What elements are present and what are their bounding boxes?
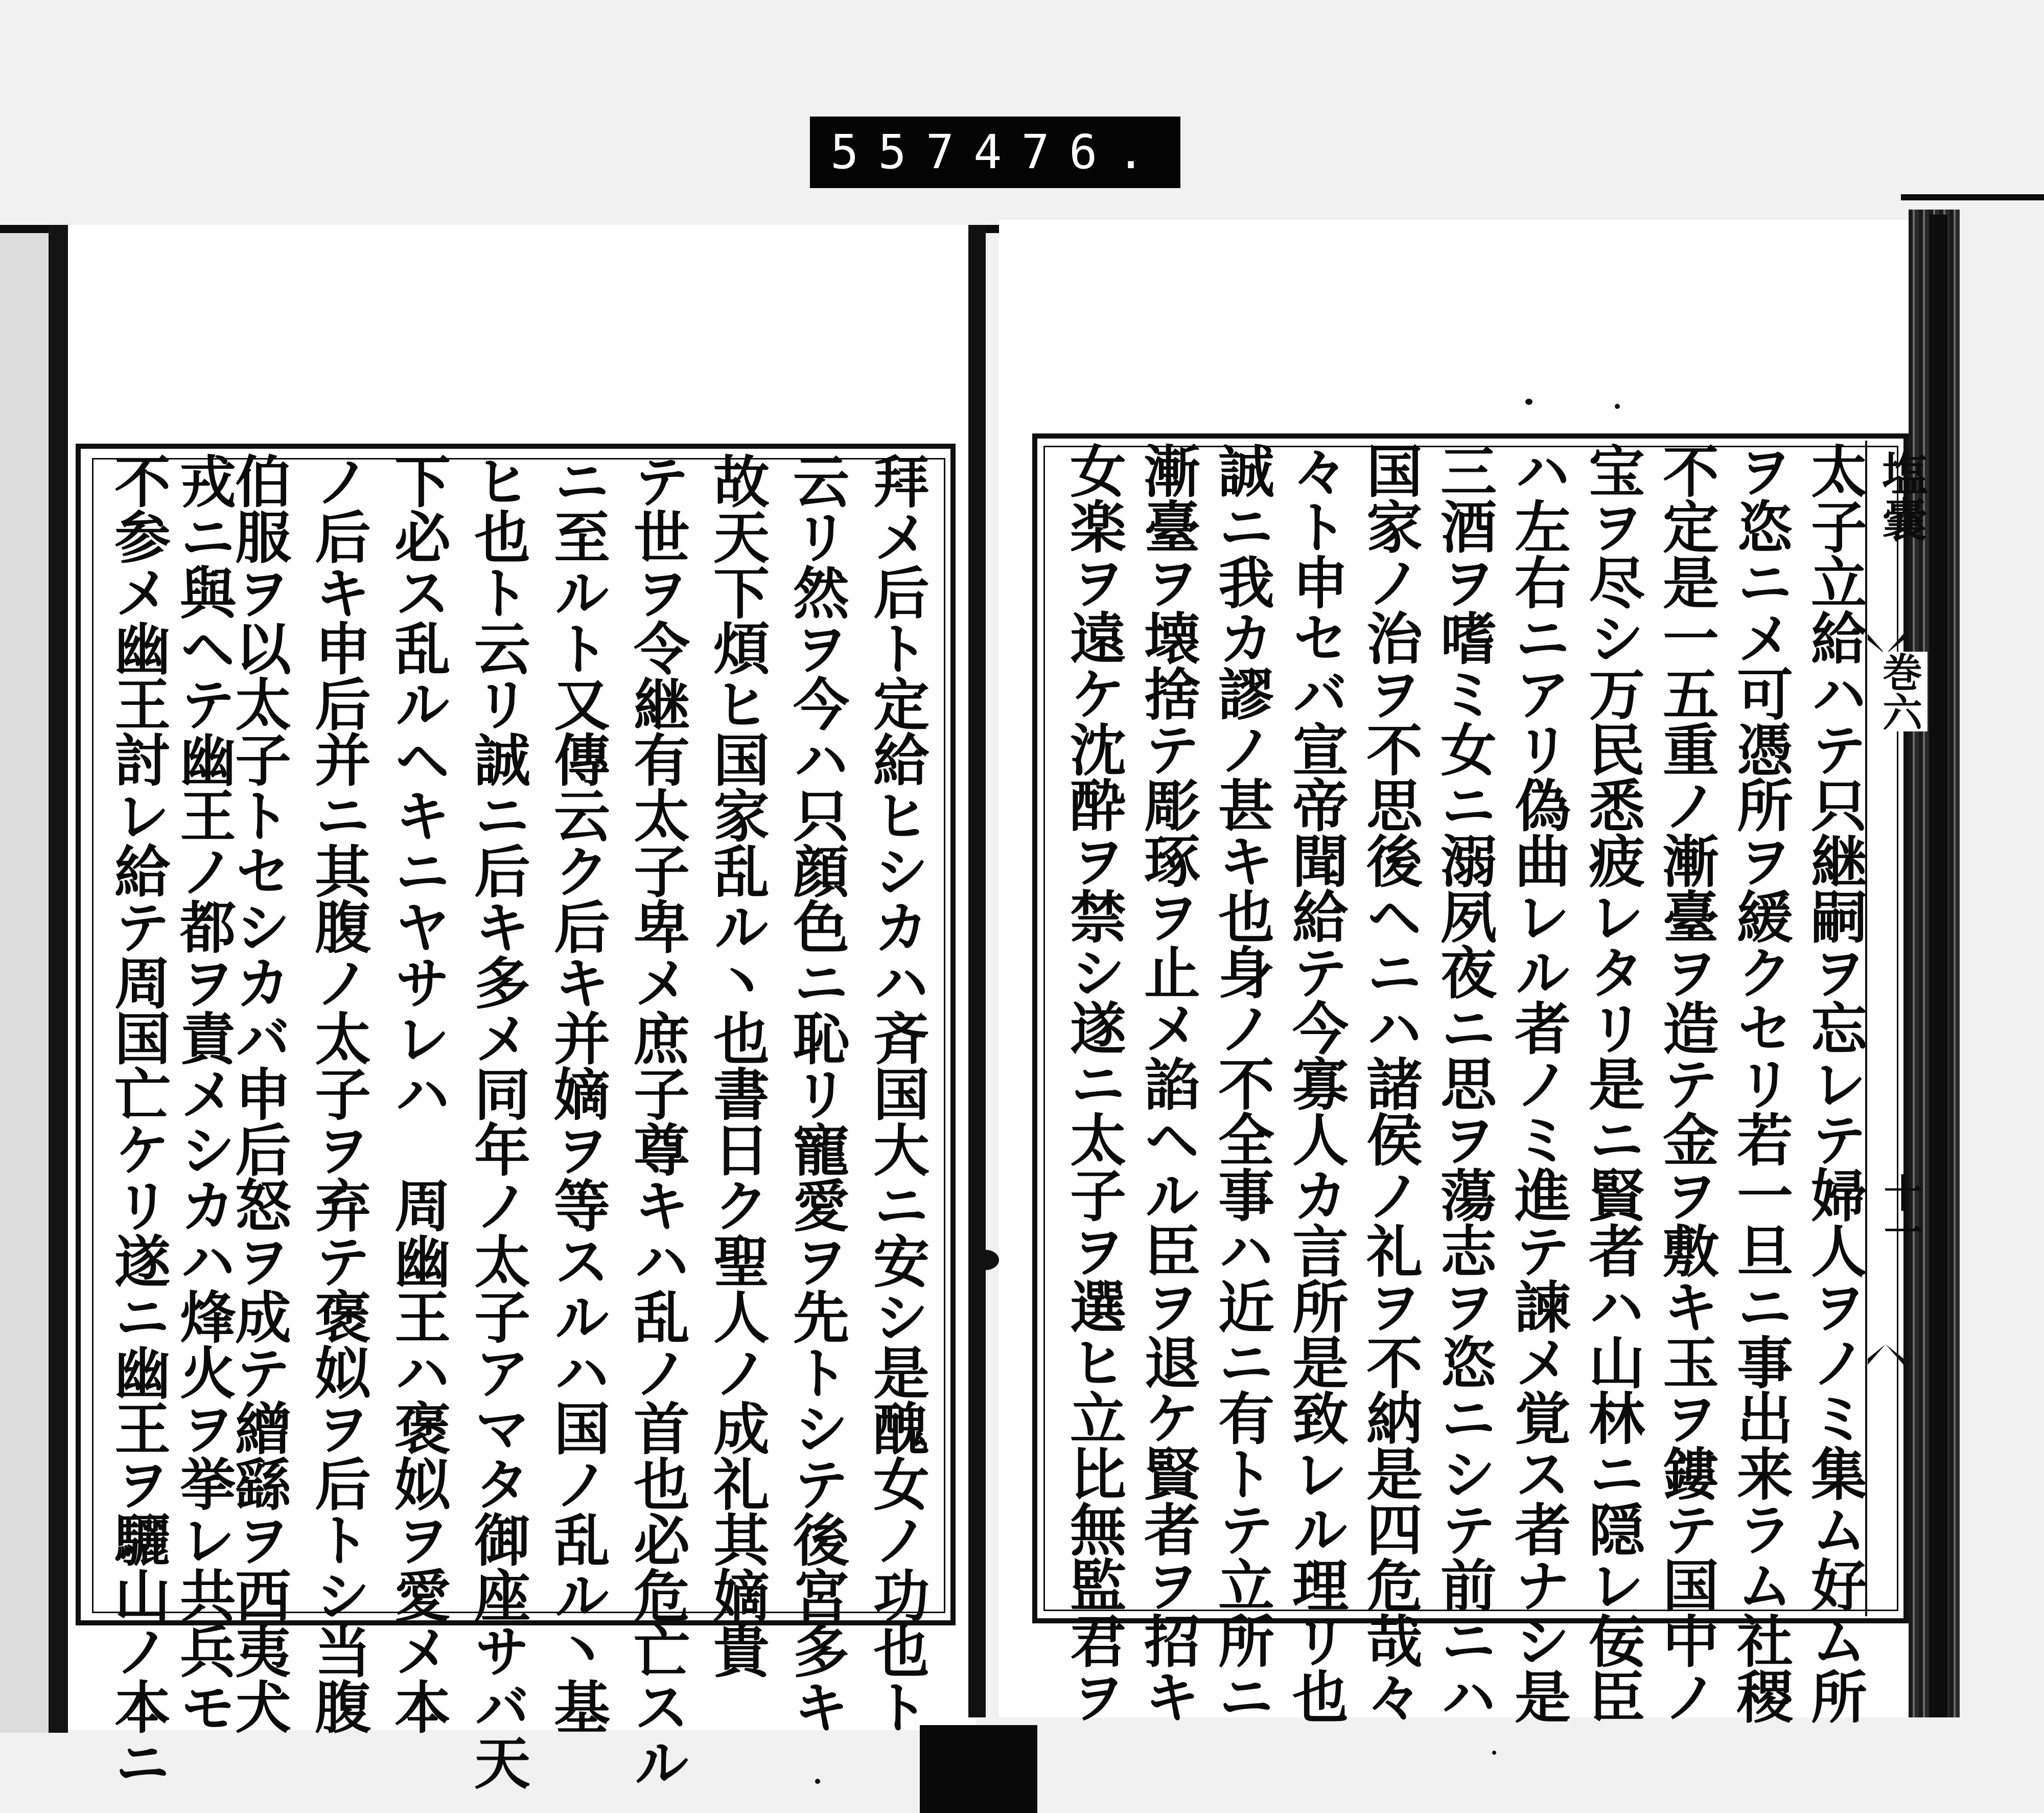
right-column-3: 不定是一五重ノ漸臺ヲ造テ金ヲ敷キ玉ヲ鏤テ国中ノ bbox=[1654, 442, 1720, 1724]
left-binding-edge bbox=[49, 225, 68, 1733]
left-column-4: テ世ヲ令継有太子卑メ庶子尊キハ乱ノ首也必危亡スル bbox=[624, 452, 690, 1789]
binding-string bbox=[971, 1250, 999, 1270]
left-column-2: 云リ然ヲ今ハ只顔色ニ恥リ寵愛ヲ先トシテ後宮多キ bbox=[784, 452, 850, 1734]
scan-speck bbox=[1492, 1751, 1496, 1755]
volume-label: 巻六 bbox=[1870, 652, 1927, 731]
right-column-1: 太子立給ハテ只継嗣ヲ忘レテ婦人ヲノミ集ム好ム所 bbox=[1802, 442, 1868, 1724]
left-column-6: ヒ也ト云リ誠ニ后キ多メ同年ノ太子アマタ御座サバ天 bbox=[465, 452, 531, 1789]
right-column-5: ハ左右ニアリ偽曲レル者ノミ進テ諫メ覚ス者ナシ是 bbox=[1505, 442, 1571, 1724]
scan-speck bbox=[815, 1779, 820, 1784]
left-column-9: 伯服ヲ以太子トセシカバ申后怒ヲ成テ繒繇ヲ西夷犬 bbox=[226, 452, 292, 1734]
book-title: 塩嚢 bbox=[1874, 450, 1928, 542]
right-column-8: 々ト申セバ宣帝聞給テ今寡人カ言所是致レル理リ也 bbox=[1283, 442, 1349, 1724]
right-column-10: 漸臺ヲ壊捨テ彫琢ヲ止メ諂ヘル臣ヲ退ケ賢者ヲ招キ bbox=[1135, 442, 1201, 1724]
right-column-4: 宝ヲ尽シ万民悉疲レタリ是ニ賢者ハ山林ニ隠レ佞臣 bbox=[1580, 442, 1645, 1724]
center-gutter bbox=[968, 225, 986, 1717]
left-column-3: 故天下煩ヒ国家乱ル丶也書日ク聖人ノ成礼其嫡貴 bbox=[704, 452, 770, 1678]
left-column-1: 拜メ后ト定給ヒシカハ斉国大ニ安シ是醜女ノ功也ト bbox=[864, 452, 930, 1734]
catalog-label bbox=[810, 117, 1180, 188]
page-number: 十一 bbox=[1877, 1173, 1923, 1251]
right-column-2: ヲ恣ニメ可憑所ヲ緩クセリ若一旦ニ事出来ラム社稷 bbox=[1728, 442, 1794, 1724]
right-column-6: 三酒ヲ嗜ミ女ニ溺夙夜ニ思ヲ蕩志ヲ恣ニシテ前ニハ bbox=[1431, 442, 1497, 1724]
top-rule-right bbox=[1901, 194, 2044, 200]
scan-speck bbox=[1525, 399, 1532, 405]
gutter-clamp bbox=[920, 1725, 1037, 1813]
right-column-7: 国家ノ治ヲ不思後ヘニハ諸侯ノ礼ヲ不納是四危哉々 bbox=[1357, 442, 1423, 1724]
right-fore-edge-strip bbox=[1929, 215, 1947, 1717]
left-column-8: ノ后キ申后并ニ其腹ノ太子ヲ弃テ褒姒ヲ后トシ当腹 bbox=[306, 452, 371, 1734]
left-column-10: 戎ニ與ヘテ幽王ノ都ヲ責メシカハ烽火ヲ挙レ共兵モ bbox=[171, 452, 237, 1734]
catalog-number-left: 557 bbox=[830, 125, 974, 179]
left-column-11: 不参メ幽王討レ給テ周国亡ケリ遂ニ幽王ヲ驪山ノ本ニ bbox=[105, 452, 171, 1789]
left-column-5: ニ至ルト又傳云ク后キ并嫡ヲ等スルハ国ノ乱ル丶基 bbox=[545, 452, 611, 1734]
left-column-7: 下必ス乱ルヘキニヤサレハ 周幽王ハ褒姒ヲ愛メ本 bbox=[385, 452, 451, 1734]
right-page-side-tab bbox=[1865, 441, 1905, 1616]
left-page-edge-shadow bbox=[0, 225, 49, 1733]
scan-speck bbox=[1615, 404, 1620, 409]
right-column-11: 女楽ヲ遠ケ沈酔ヲ禁シ遂ニ太子ヲ選ヒ立比無監君ヲ bbox=[1061, 442, 1127, 1724]
right-column-9: 誠ニ我カ謬ノ甚キ也身ノ不全事ハ近ニ有トテ立所ニ bbox=[1209, 442, 1275, 1724]
catalog-number-right: 476. bbox=[973, 125, 1165, 179]
